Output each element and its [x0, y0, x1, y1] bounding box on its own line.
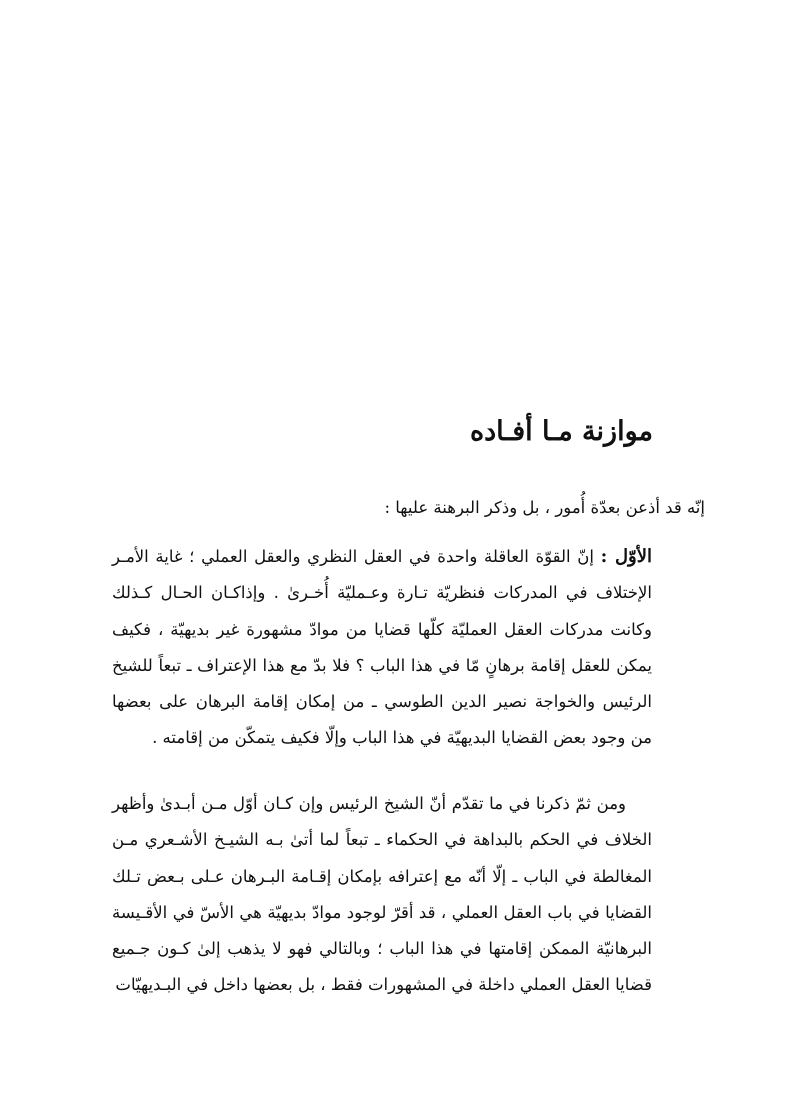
section-title: موازنة مـا أفـاده: [469, 416, 653, 447]
first-point-body: إنّ القوّة العاقلة واحدة في العقل النظري والعقل العملي ؛ غاية الأمـر الإختلاف في المدركات فنظريّة تـارة وعـمليّة أُخـرىٰ . وإذاكـان الحـال كـذلك وكانت مدركات العقل العمليّة كلّها قضايا من موادّ مشهورة غير بديهيّة ، فكيف يمكن للعقل إقامة برهانٍ مّا في هذا الباب ؟ فلا بدّ مع هذا الإعتراف ـ تبعاً للشيخ الرئيس والخواجة نصير الدين الطوسي ـ من إمكان إقامة البرهان على بعضها من وجود بعض القضايا البديهيّة في هذا الباب وإلّا فكيف يتمكّن من إقامته .: [112, 547, 652, 748]
first-point-text: [112, 539, 652, 757]
intro-text: إنّه قد أذعن بعدّة أُمور ، بل وذكر البرهنة عليها :: [384, 498, 705, 517]
second-paragraph: [112, 786, 652, 1004]
first-point-lead: الأوّل :: [600, 546, 653, 567]
second-paragraph-text: ومن ثمّ ذكرنا في ما تقدّم أنّ الشيخ الرئيس وإن كـان أوّل مـن أبـدىٰ وأظهر الخلاف في الحكم بالبداهة في الحكماء ـ تبعاً لما أتىٰ بـه الشيـخ الأشـعري مـن المغالطة في الباب ـ إلّا أنّه مع إعترافه بإمكان إقـامة البـرهان عـلى بـعض تـلك القضايا في باب العقل العملي ، قد أقرّ لوجود موادّ بديهيّة هي الأسّ في الأقـيسة البرهانيّة الممكن إقامتها في هذا الباب ؛ وبالتالي فهو لا يذهب إلىٰ كـون جـميع قضايا العقل العملي داخلة في المشهورات فقط ، بل بعضها داخل في البـديهيّات: [112, 794, 652, 995]
first-point-paragraph: [112, 539, 652, 757]
intro-paragraph: [112, 490, 705, 526]
